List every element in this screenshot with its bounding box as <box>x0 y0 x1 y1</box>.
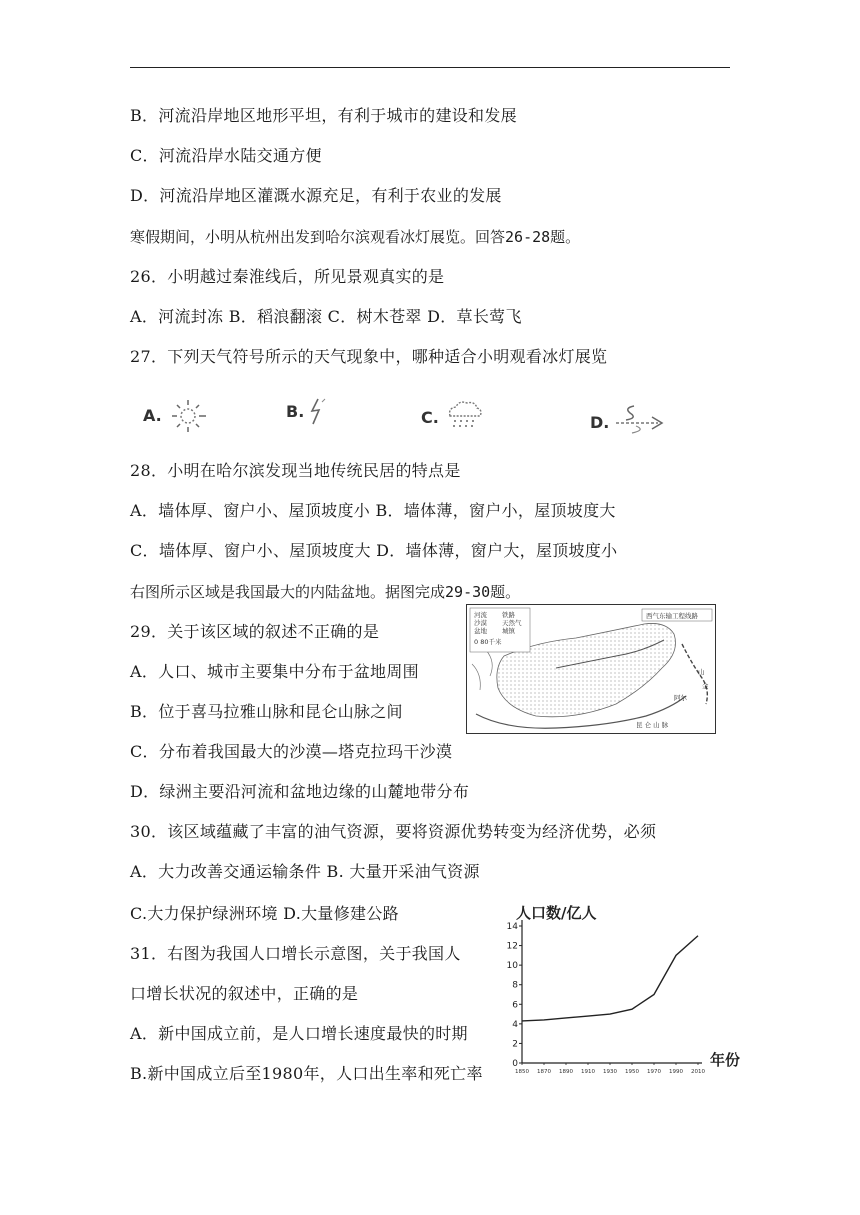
question-29-option-b: B．位于喜马拉雅山脉和昆仑山脉之间 <box>130 702 403 721</box>
question-31-line1: 31．右图为我国人口增长示意图，关于我国人 <box>130 944 461 963</box>
tarim-basin-map <box>466 604 716 734</box>
question-29-option-d: D．绿洲主要沿河流和盆地边缘的山麓地带分布 <box>130 782 470 801</box>
legend-basin: 盆地 <box>474 627 487 635</box>
map-scale: 0 80千米 <box>474 638 502 646</box>
lightning-icon <box>304 396 330 428</box>
q25-option-c: C．河流沿岸水陆交通方便 <box>130 146 322 165</box>
x-tick-label: 1870 <box>537 1069 551 1075</box>
x-tick-label: 1950 <box>625 1069 639 1075</box>
question-28-options-cd: C．墙体厚、窗户小、屋顶坡度大 D．墙体薄，窗户大，屋顶坡度小 <box>130 541 618 560</box>
rain-cloud-icon <box>442 396 486 436</box>
symbol-d-label: D. <box>590 413 610 432</box>
question-26: 26．小明越过秦淮线后，所见景观真实的是 <box>130 267 445 286</box>
question-30: 30．该区域蕴藏了丰富的油气资源，要将资源优势转变为经济优势，必须 <box>130 822 657 841</box>
sun-icon <box>166 396 214 436</box>
map-title: 西气东输工程线路 <box>646 612 698 620</box>
legend-desert: 沙漠 <box>474 619 487 627</box>
question-26-options: A．河流封冻 B．稻浪翻滚 C．树木苍翠 D．草长莺飞 <box>130 307 522 326</box>
question-28: 28．小明在哈尔滨发现当地传统民居的特点是 <box>130 461 461 480</box>
legend-railway: 铁路 <box>502 611 515 619</box>
map-label-shan: 山 <box>698 668 705 676</box>
x-tick-label: 1990 <box>669 1069 683 1075</box>
legend-natural-gas: 天然气 <box>502 619 522 627</box>
population-chart <box>508 898 748 1078</box>
question-31-option-b: B.新中国成立后至1980年，人口出生率和死亡率 <box>130 1064 483 1083</box>
question-27: 27．下列天气符号所示的天气现象中，哪种适合小明观看冰灯展览 <box>130 347 608 366</box>
y-tick-label: 10 <box>506 961 518 972</box>
intro-29-30: 右图所示区域是我国最大的内陆盆地。据图完成29-30题。 <box>130 583 521 601</box>
question-30-options-cd: C.大力保护绿洲环境 D.大量修建公路 <box>130 904 399 923</box>
y-tick-label: 14 <box>506 922 518 932</box>
y-tick-label: 4 <box>512 1019 518 1030</box>
legend-town: 城镇 <box>502 627 515 635</box>
x-tick-label: 1970 <box>647 1069 661 1075</box>
question-31-option-a: A．新中国成立前，是人口增长速度最快的时期 <box>130 1024 468 1043</box>
y-tick-label: 2 <box>512 1039 518 1050</box>
y-tick-label: 8 <box>512 980 518 991</box>
x-tick-label: 2010 <box>691 1069 705 1075</box>
symbol-c-label: C. <box>421 408 439 427</box>
question-29: 29．关于该区域的叙述不正确的是 <box>130 622 380 641</box>
question-30-options-ab: A．大力改善交通运输条件 B. 大量开采油气资源 <box>130 862 480 881</box>
question-29-option-a: A．人口、城市主要集中分布于盆地周围 <box>130 662 419 681</box>
y-tick-label: 0 <box>512 1059 518 1069</box>
population-line <box>522 936 698 1021</box>
x-tick-label: 1890 <box>559 1069 573 1075</box>
y-tick-label: 6 <box>512 1000 518 1011</box>
x-tick-label: 1910 <box>581 1069 595 1075</box>
chart-series <box>522 936 698 1021</box>
intro-26-28: 寒假期间，小明从杭州出发到哈尔滨观看冰灯展览。回答26-28题。 <box>130 228 581 246</box>
chart-xlabel: 年份 <box>710 1051 741 1069</box>
sandstorm-icon <box>610 402 672 436</box>
y-tick-label: 12 <box>506 941 518 952</box>
header-rule <box>130 67 730 68</box>
chart-axes <box>507 920 706 1075</box>
question-28-options-ab: A．墙体厚、窗户小、屋顶坡度小 B．墙体薄，窗户小，屋顶坡度大 <box>130 501 616 520</box>
map-label-aer: 阿尔 <box>674 694 687 702</box>
question-31-line2: 口增长状况的叙述中，正确的是 <box>130 984 359 1003</box>
question-29-option-c: C．分布着我国最大的沙漠—塔克拉玛干沙漠 <box>130 742 453 761</box>
q25-option-d: D．河流沿岸地区灌溉水源充足，有利于农业的发展 <box>130 186 502 205</box>
chart-ylabel: 人口数/亿人 <box>516 904 597 922</box>
x-tick-label: 1930 <box>603 1069 617 1075</box>
legend-river: 河流 <box>474 611 487 619</box>
symbol-b-label: B. <box>286 402 305 421</box>
symbol-a-label: A. <box>143 406 162 425</box>
map-label-kunlun: 昆 仑 山 脉 <box>636 721 669 729</box>
q25-option-b: B．河流沿岸地区地形平坦，有利于城市的建设和发展 <box>130 106 517 125</box>
x-tick-label: 1850 <box>515 1069 529 1075</box>
map-label-jin: 金 <box>702 682 709 690</box>
